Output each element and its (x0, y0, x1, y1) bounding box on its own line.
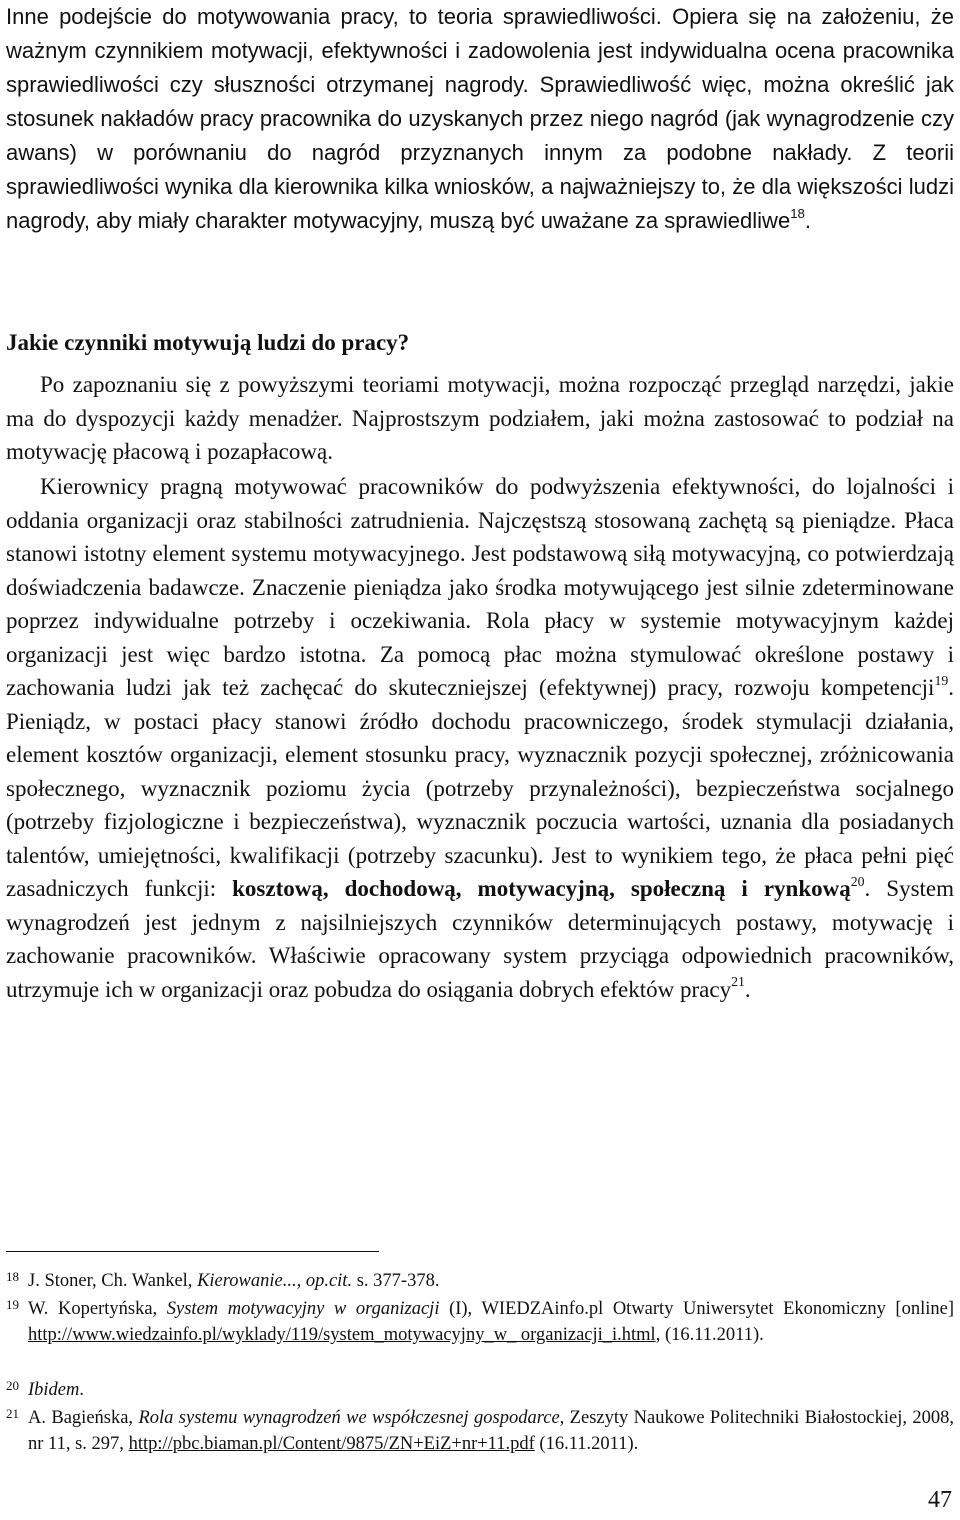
footnote-21 (6, 1405, 954, 1457)
section-heading: Jakie czynniki motywują ludzi do pracy? (6, 330, 410, 355)
footnote-ref-21[interactable]: 21 (731, 974, 745, 990)
footnote-number: 18 (6, 1269, 19, 1284)
footnote-text: Ibidem. (28, 1380, 84, 1400)
footnote-text: A. Bagieńska, Rola systemu wynagrodzeń we współczesnej gospodarce, Zeszyty Naukowe Politechniki Białostockiej, 2008, nr 11, s. 297, http://pbc.biaman.pl/Content/9875/ZN+EiZ+nr+11.pdf (16.11.2011). (28, 1408, 954, 1454)
paragraph-pay-motivation (6, 470, 954, 1006)
paragraph-text: Kierownicy pragną motywować pracowników do podwyższenia efektywności, do lojalności i oddania organizacji oraz stabilności zatrudnienia. Najczęstszą stosowaną zachętą są pieniądze. Płaca stanowi istotny element systemu motywacyjnego. Jest podstawową siłą motywacyjną, co potwierdzają doświadczenia badawcze. Znaczenie pieniądza jako środka motywującego jest silnie zdeterminowane poprzez indywidualne potrzeby i oczekiwania. Rola płacy w systemie motywacyjnym każdej organizacji jest więc bardzo istotna. Za pomocą płac można stymulować określone postawy i zachowania ludzi jak też zachęcać do skuteczniejszej (efektywnej) pracy, rozwoju kompetencji (6, 474, 954, 700)
footnote-number: 20 (6, 1378, 19, 1393)
footnote-title: Rola systemu wynagrodzeń we współczesnej gospodarce (138, 1408, 560, 1428)
footnote-text: W. Kopertyńska, System motywacyjny w organizacji (I), WIEDZAinfo.pl Otwarty Uniwersytet Ekonomiczny [online] http://www.wiedzainfo.pl/wyklady/119/system_motywacyjny_w_ organizacji_i.html, (16.11.2011). (28, 1299, 954, 1345)
paragraph-text-end: . (804, 208, 811, 233)
footnote-ref-18[interactable]: 18 (790, 206, 805, 222)
bold-pay-functions: kosztową, dochodową, motywacyjną, społeczną i rynkową (232, 876, 851, 901)
footnote-link[interactable]: http://pbc.biaman.pl/Content/9875/ZN+EiZ+nr+11.pdf (128, 1434, 535, 1454)
footnote-title: Kierowanie..., op.cit. (197, 1271, 353, 1291)
footnote-divider (6, 1251, 379, 1252)
paragraph-text-end: . (744, 976, 751, 1002)
footnote-ref-19[interactable]: 19 (934, 672, 949, 688)
footnote-title: System motywacyjny w organizacji (166, 1299, 440, 1319)
footnote-number: 21 (6, 1406, 19, 1421)
page-number: 47 (928, 1487, 952, 1513)
paragraph-motivation-tools: Po zapoznaniu się z powyższymi teoriami motywacji, można rozpocząć przegląd narzędzi, jakie ma do dyspozycji każdy menadżer. Najprostszym podziałem, jaki można zastosować to podział na motywację płacową i pozapłacową. (6, 372, 954, 464)
footnote-text: J. Stoner, Ch. Wankel, Kierowanie..., op.cit. s. 377-378. (28, 1271, 440, 1291)
footnote-20 (6, 1377, 954, 1403)
footnote-title: Ibidem (28, 1380, 80, 1400)
footnote-18 (6, 1268, 954, 1294)
footnote-ref-20[interactable]: 20 (850, 873, 865, 889)
paragraph-text: . System wynagrodzeń jest jednym z najsilniejszych czynników determinujących postawy, motywację i zachowanie pracowników. Właściwie opracowany system przyciąga odpowiednich pracowników, utrzymuje ich w organizacji oraz pobudza do osiągania dobrych efektów pracy (6, 876, 955, 1002)
footnote-link[interactable]: http://www.wiedzainfo.pl/wyklady/119/system_motywacyjny_w_ organizacji_i.html (28, 1325, 656, 1345)
footnote-number: 19 (6, 1297, 19, 1312)
footnote-19 (6, 1296, 954, 1348)
paragraph-equity-theory (6, 0, 954, 238)
paragraph-text: . Pieniądz, w postaci płacy stanowi źródło dochodu pracowniczego, środek stymulacji działania, element kosztów organizacji, element stosunku pracy, wyznacznik pozycji społecznej, zróżnicowania społecznego, wyznacznik poziomu życia (potrzeby przynależności), bezpieczeństwa socjalnego (potrzeby fizjologiczne i bezpieczeństwa), wyznacznik poczucia wartości, uznania dla posiadanych talentów, umiejętności, kwalifikacji (potrzeby szacunku). Jest to wynikiem tego, że płaca pełni pięć zasadniczych funkcji: (6, 675, 954, 901)
paragraph-text: Inne podejście do motywowania pracy, to teoria sprawiedliwości. Opiera się na założeniu, że ważnym czynnikiem motywacji, efektywności i zadowolenia jest indywidualna ocena pracownika sprawiedliwości czy słuszności otrzymanej nagrody. Sprawiedliwość więc, można określić jak stosunek nakładów pracy pracownika do uzyskanych przez niego nagród (jak wynagrodzenie czy awans) w porównaniu do nagród przyznanych innym za podobne nakłady. Z teorii sprawiedliwości wynika dla kierownika kilka wniosków, a najważniejszy to, że dla większości ludzi nagrody, aby miały charakter motywacyjny, muszą być uważane za sprawiedliwe (6, 4, 954, 233)
